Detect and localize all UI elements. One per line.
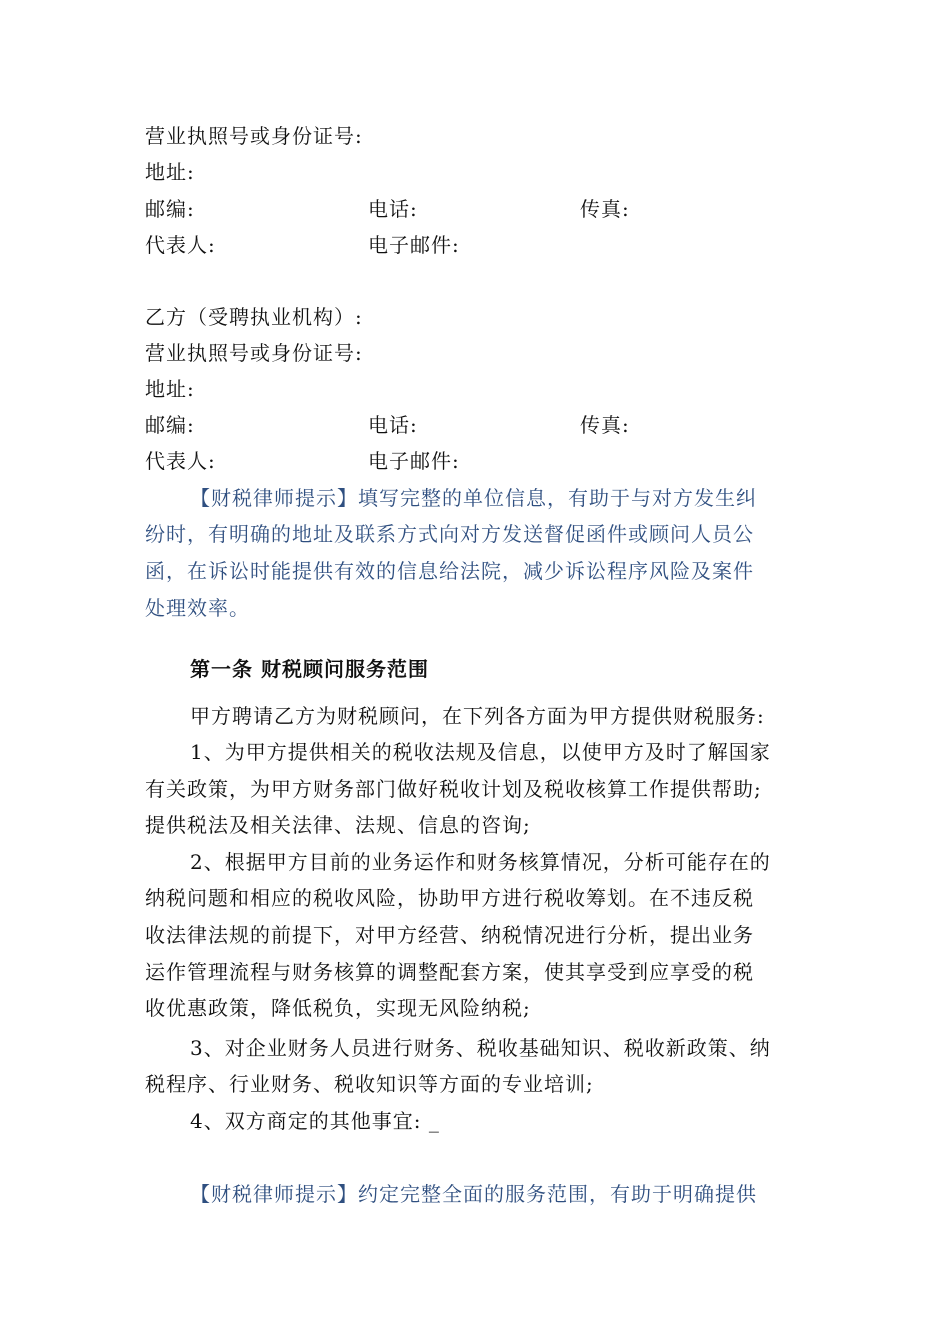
party-a-license-label: 营业执照号或身份证号: [145, 124, 363, 148]
article-1-item-2-line: 收优惠政策，降低税负，实现无风险纳税; [145, 996, 531, 1020]
party-a-rep-row [145, 233, 805, 257]
article-1-item-1-line: 提供税法及相关法律、法规、信息的咨询; [145, 813, 531, 837]
party-a-phone-label: 电话: [368, 197, 418, 221]
party-a-representative-label: 代表人: [145, 233, 216, 257]
party-b-email-label: 电子邮件: [368, 449, 460, 473]
article-1-item-3-line: 3、对企业财务人员进行财务、税收基础知识、税收新政策、纳 [190, 1036, 771, 1060]
party-a-fax-label: 传真: [580, 197, 630, 221]
lawyer-tip-1-line: 纷时，有明确的地址及联系方式向对方发送督促函件或顾问人员公 [145, 522, 754, 546]
party-b-fax-label: 传真: [580, 413, 630, 437]
party-b-title: 乙方（受聘执业机构）: [145, 305, 363, 329]
lawyer-tip-1-line: 函，在诉讼时能提供有效的信息给法院，减少诉讼程序风险及案件 [145, 559, 754, 583]
party-a-postcode-label: 邮编: [145, 197, 195, 221]
lawyer-tip-1-line: 处理效率。 [145, 596, 250, 620]
article-1-item-2-line: 收法律法规的前提下，对甲方经营、纳税情况进行分析，提出业务 [145, 923, 754, 947]
article-1-item-3-line: 税程序、行业财务、税收知识等方面的专业培训; [145, 1072, 594, 1096]
party-b-postcode-label: 邮编: [145, 413, 195, 437]
party-b-address-label: 地址: [145, 377, 195, 401]
party-a-email-label: 电子邮件: [368, 233, 460, 257]
party-a-address-label: 地址: [145, 160, 195, 184]
party-b-license-label: 营业执照号或身份证号: [145, 341, 363, 365]
article-1-item-1-line: 有关政策，为甲方财务部门做好税收计划及税收核算工作提供帮助; [145, 777, 762, 801]
article-1-item-1-line: 1、为甲方提供相关的税收法规及信息，以使甲方及时了解国家 [190, 740, 771, 764]
party-b-rep-row [145, 449, 805, 473]
article-1-item-2-line: 纳税问题和相应的税收风险，协助甲方进行税收筹划。在不违反税 [145, 886, 754, 910]
article-1-item-2-line: 运作管理流程与财务核算的调整配套方案，使其享受到应享受的税 [145, 960, 754, 984]
party-a-contact-row [145, 197, 805, 221]
article-1-heading: 第一条 财税顾问服务范围 [190, 657, 429, 681]
article-1-intro: 甲方聘请乙方为财税顾问，在下列各方面为甲方提供财税服务: [190, 704, 765, 728]
party-b-contact-row [145, 413, 805, 437]
article-1-item-4: 4、双方商定的其他事宜: _ [190, 1109, 440, 1133]
party-b-representative-label: 代表人: [145, 449, 216, 473]
lawyer-tip-2-line: 【财税律师提示】约定完整全面的服务范围，有助于明确提供 [190, 1182, 757, 1206]
article-1-item-2-line: 2、根据甲方目前的业务运作和财务核算情况，分析可能存在的 [190, 850, 771, 874]
lawyer-tip-1-line: 【财税律师提示】填写完整的单位信息，有助于与对方发生纠 [190, 486, 757, 510]
party-b-phone-label: 电话: [368, 413, 418, 437]
